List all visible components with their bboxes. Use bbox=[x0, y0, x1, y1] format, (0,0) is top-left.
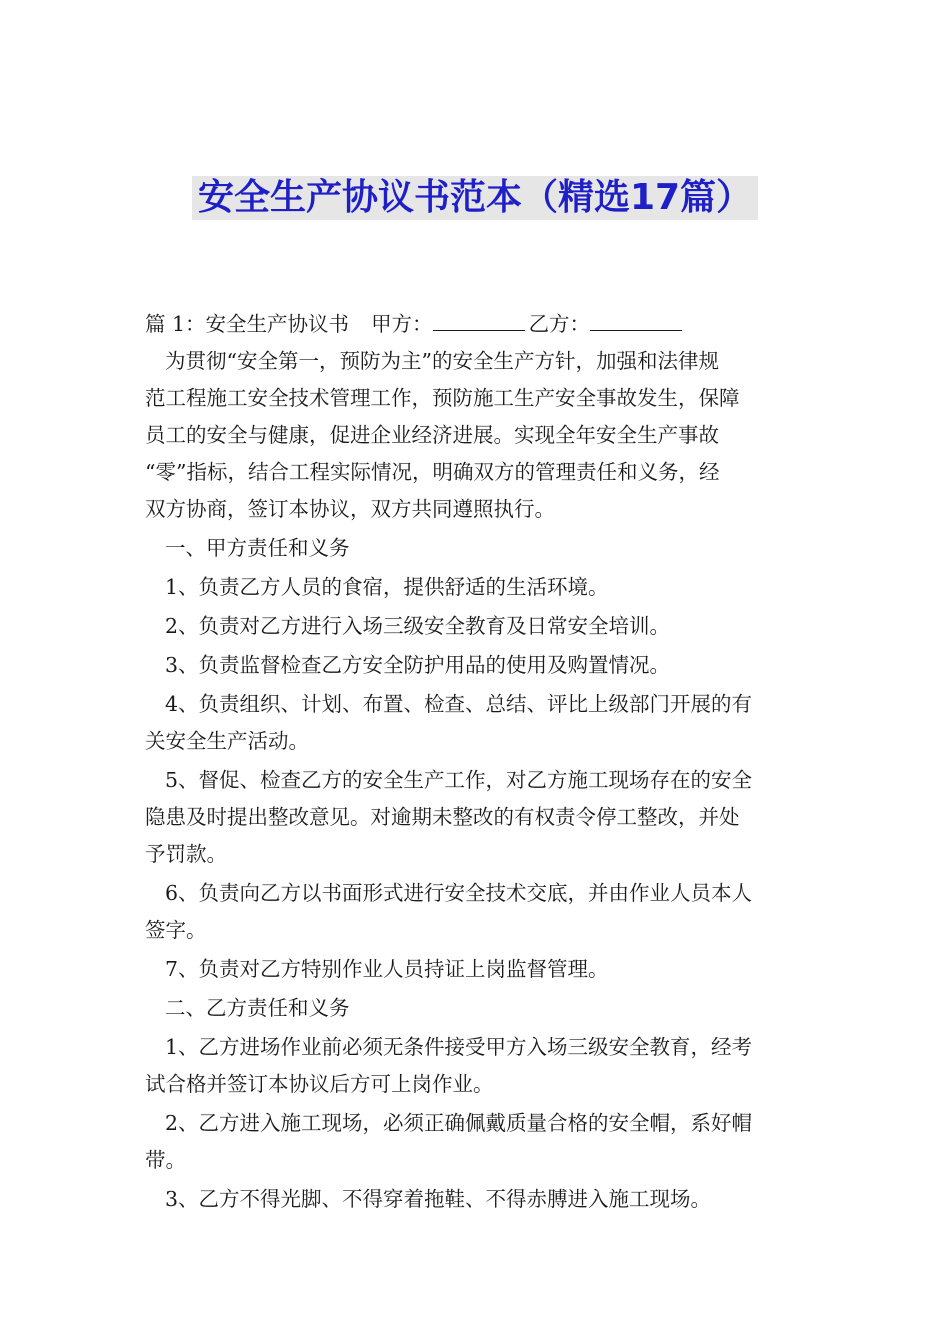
item-line: 关安全生产活动。 bbox=[145, 729, 309, 753]
item-line: 7、负责对乙方特别作业人员持证上岗监督管理。 bbox=[165, 957, 609, 981]
section1-item bbox=[145, 875, 807, 949]
intro-line: 员工的安全与健康，促进企业经济进展。实现全年安全生产事故 bbox=[145, 423, 719, 447]
item-line: 2、乙方进入施工现场，必须正确佩戴质量合格的安全帽，系好帽 bbox=[165, 1111, 753, 1135]
party-b-label: 乙方： bbox=[528, 312, 591, 336]
section2-item bbox=[145, 1105, 807, 1179]
section1-item bbox=[145, 686, 807, 760]
document-body bbox=[145, 306, 807, 1218]
item-line: 3、乙方不得光脚、不得穿着拖鞋、不得赤膊进入施工现场。 bbox=[165, 1187, 712, 1211]
item-line: 3、负责监督检查乙方安全防护用品的使用及购置情况。 bbox=[165, 653, 671, 677]
section1-heading: 一、甲方责任和义务 bbox=[165, 536, 350, 560]
party-a-label: 甲方： bbox=[371, 312, 433, 336]
intro-line: “零”指标，结合工程实际情况，明确双方的管理责任和义务，经 bbox=[145, 460, 720, 484]
item-line: 予罚款。 bbox=[145, 842, 227, 866]
article-label: 篇 1：安全生产协议书 bbox=[145, 312, 350, 336]
item-line: 带。 bbox=[145, 1148, 186, 1172]
section1-item bbox=[145, 608, 807, 645]
item-line: 4、负责组织、计划、布置、检查、总结、评比上级部门开展的有 bbox=[165, 692, 753, 716]
item-line: 隐患及时提出整改意见。对逾期未整改的有权责令停工整改，并处 bbox=[145, 805, 740, 829]
section1-item bbox=[145, 951, 807, 988]
document-title: 安全生产协议书范本（精选17篇） bbox=[192, 176, 758, 220]
item-line: 1、负责乙方人员的食宿，提供舒适的生活环境。 bbox=[165, 575, 609, 599]
section2-item bbox=[145, 1029, 807, 1103]
item-line: 2、负责对乙方进行入场三级安全教育及日常安全培训。 bbox=[165, 614, 671, 638]
intro-paragraph bbox=[145, 343, 807, 528]
section2-heading: 二、乙方责任和义务 bbox=[165, 996, 350, 1020]
item-line: 试合格并签订本协议后方可上岗作业。 bbox=[145, 1072, 494, 1096]
party-b-blank bbox=[590, 308, 682, 331]
section1-item bbox=[145, 762, 807, 873]
item-line: 6、负责向乙方以书面形式进行安全技术交底，并由作业人员本人 bbox=[165, 881, 753, 905]
section1-item bbox=[145, 647, 807, 684]
section1-item bbox=[145, 569, 807, 606]
header-line bbox=[145, 306, 807, 343]
item-line: 1、乙方进场作业前必须无条件接受甲方入场三级安全教育，经考 bbox=[165, 1035, 753, 1059]
intro-line: 为贯彻“安全第一，预防为主”的安全生产方针，加强和法律规 bbox=[165, 349, 719, 373]
intro-line: 双方协商，签订本协议，双方共同遵照执行。 bbox=[145, 497, 555, 521]
party-a-blank bbox=[433, 308, 525, 331]
section2-item bbox=[145, 1181, 807, 1218]
item-line: 签字。 bbox=[145, 918, 207, 942]
intro-line: 范工程施工安全技术管理工作，预防施工生产安全事故发生，保障 bbox=[145, 386, 740, 410]
title-container bbox=[0, 176, 950, 220]
item-line: 5、督促、检查乙方的安全生产工作，对乙方施工现场存在的安全 bbox=[165, 768, 753, 792]
